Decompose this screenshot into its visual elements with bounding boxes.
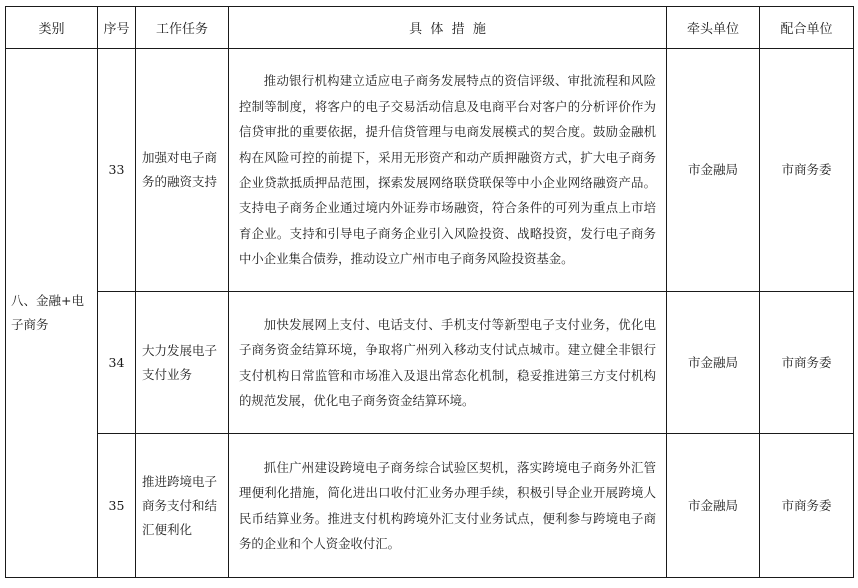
table-row bbox=[6, 434, 854, 578]
task-table bbox=[5, 6, 854, 578]
header-category: 类别 bbox=[6, 7, 98, 49]
measures-text: 抓住广州建设跨境电子商务综合试验区契机，落实跨境电子商务外汇管理便利化措施，简化进出口收付汇业务办理手续，积极引导企业开展跨境人民币结算业务。推进支付机构跨境外汇支付业务试点，便利参与跨境电子商务的企业和个人资金收付汇。 bbox=[239, 459, 656, 551]
header-seq: 序号 bbox=[98, 7, 136, 49]
measures-cell bbox=[229, 434, 667, 578]
task-cell: 加强对电子商务的融资支持 bbox=[136, 49, 229, 292]
table-row bbox=[6, 292, 854, 434]
task-cell: 推进跨境电子商务支付和结汇便利化 bbox=[136, 434, 229, 578]
header-row bbox=[6, 7, 854, 49]
lead-unit-cell: 市金融局 bbox=[667, 49, 760, 292]
seq-cell: 35 bbox=[98, 434, 136, 578]
seq-cell: 33 bbox=[98, 49, 136, 292]
coop-unit-cell: 市商务委 bbox=[760, 434, 854, 578]
measures-cell bbox=[229, 292, 667, 434]
measures-text: 加快发展网上支付、电话支付、手机支付等新型电子支付业务，优化电子商务资金结算环境，争取将广州列入移动支付试点城市。建立健全非银行支付机构日常监管和市场准入及退出常态化机制，稳妥推进第三方支付机构的规范发展，优化电子商务资金结算环境。 bbox=[239, 316, 656, 408]
seq-cell: 34 bbox=[98, 292, 136, 434]
category-cell: 八、金融+电子商务 bbox=[6, 49, 98, 578]
measures-cell bbox=[229, 49, 667, 292]
measures-text: 推动银行机构建立适应电子商务发展特点的资信评级、审批流程和风险控制等制度，将客户的电子交易活动信息及电商平台对客户的分析评价作为信贷审批的重要依据，提升信贷管理与电商发展模式的契合度。鼓励金融机构在风险可控的前提下，采用无形资产和动产质押融资方式，扩大电子商务企业贷款抵质押品范围，探索发展网络联贷联保等中小企业网络融资产品。支持电子商务企业通过境内外证券市场融资，符合条件的可列为重点上市培育企业。支持和引导电子商务企业引入风险投资、战略投资，发行电子商务中小企业集合债券，推动设立广州市电子商务风险投资基金。 bbox=[239, 73, 656, 267]
lead-unit-cell: 市金融局 bbox=[667, 434, 760, 578]
coop-unit-cell: 市商务委 bbox=[760, 49, 854, 292]
header-coop-unit: 配合单位 bbox=[760, 7, 854, 49]
lead-unit-cell: 市金融局 bbox=[667, 292, 760, 434]
coop-unit-cell: 市商务委 bbox=[760, 292, 854, 434]
header-task: 工作任务 bbox=[136, 7, 229, 49]
header-lead-unit: 牵头单位 bbox=[667, 7, 760, 49]
header-measures: 具 体 措 施 bbox=[229, 7, 667, 49]
table-row bbox=[6, 49, 854, 292]
task-cell: 大力发展电子支付业务 bbox=[136, 292, 229, 434]
